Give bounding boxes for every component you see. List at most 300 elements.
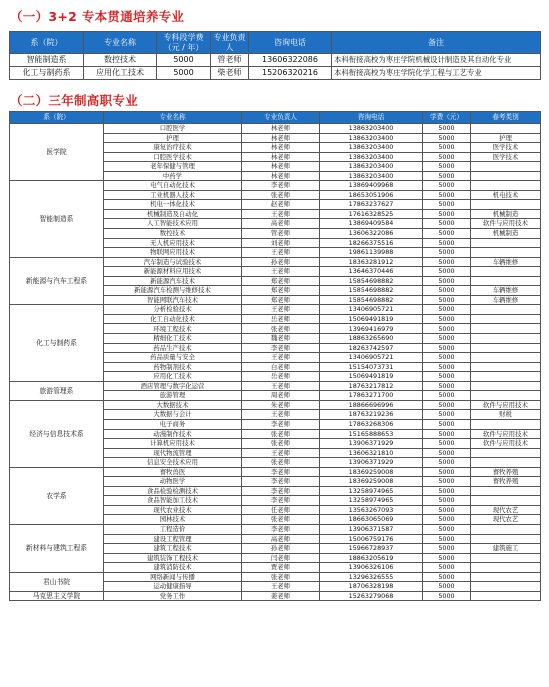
cell-tuition: 5000 (423, 515, 471, 525)
cell-tuition: 5000 (423, 486, 471, 496)
cell-leader: 孙老师 (242, 544, 320, 554)
cell-leader: 张老师 (242, 572, 320, 582)
cell-major: 工程造价 (104, 524, 242, 534)
cell-tuition: 5000 (423, 314, 471, 324)
cell-major: 工业机器人技术 (104, 190, 242, 200)
cell-phone: 13869409968 (320, 181, 423, 191)
cell-exam-category: 建筑施工 (471, 544, 541, 554)
cell-leader: 王老师 (242, 448, 320, 458)
cell-phone: 15006759176 (320, 534, 423, 544)
cell-leader: 朱老师 (242, 400, 320, 410)
cell-exam-category: 畜牧养殖 (471, 477, 541, 487)
cell-phone: 18866696996 (320, 400, 423, 410)
cell-phone: 18266375516 (320, 238, 423, 248)
cell-tuition: 5000 (423, 343, 471, 353)
cell-phone: 15206320216 (249, 67, 332, 80)
cell-tuition: 5000 (423, 439, 471, 449)
cell-phone: 17863271700 (320, 391, 423, 401)
cell-phone: 15165888653 (320, 429, 423, 439)
cell-tuition: 5000 (423, 477, 471, 487)
cell-exam-category (471, 362, 541, 372)
cell-phone: 13863203400 (320, 124, 423, 134)
cell-phone: 13906371929 (320, 439, 423, 449)
cell-tuition: 5000 (423, 295, 471, 305)
cell-tuition: 5000 (423, 429, 471, 439)
cell-major: 智能网联汽车技术 (104, 295, 242, 305)
cell-major: 康复治疗技术 (104, 143, 242, 153)
cell-exam-category (471, 591, 541, 601)
cell-phone: 13258974965 (320, 496, 423, 506)
cell-phone: 13646370446 (320, 267, 423, 277)
col-header-exam-category: 春考类别 (471, 112, 541, 124)
cell-exam-category: 财税 (471, 410, 541, 420)
cell-exam-category (471, 372, 541, 382)
cell-major: 现代物流管理 (104, 448, 242, 458)
cell-tuition: 5000 (423, 544, 471, 554)
cell-major: 畜牧兽医 (104, 467, 242, 477)
cell-major: 化工自动化技术 (104, 314, 242, 324)
cell-leader: 王老师 (242, 582, 320, 592)
cell-tuition: 5000 (423, 467, 471, 477)
cell-major: 旅游管理 (104, 391, 242, 401)
cell-leader: 林老师 (242, 152, 320, 162)
cell-major: 网络新闻与传播 (104, 572, 242, 582)
cell-phone: 17863237627 (320, 200, 423, 210)
cell-major: 电子商务 (104, 419, 242, 429)
cell-exam-category (471, 276, 541, 286)
cell-tuition: 5000 (423, 152, 471, 162)
cell-leader: 李老师 (242, 343, 320, 353)
cell-tuition: 5000 (423, 124, 471, 134)
table-row (10, 381, 541, 391)
cell-major: 老年保健与管理 (104, 162, 242, 172)
cell-leader: 张老师 (242, 429, 320, 439)
cell-exam-category (471, 324, 541, 334)
cell-phone: 18863265690 (320, 334, 423, 344)
table-header-row (10, 32, 541, 54)
cell-exam-category: 机械制造 (471, 229, 541, 239)
cell-exam-category: 机电技术 (471, 190, 541, 200)
cell-tuition: 5000 (423, 238, 471, 248)
cell-tuition: 5000 (423, 591, 471, 601)
cell-leader: 李老师 (242, 477, 320, 487)
cell-exam-category (471, 391, 541, 401)
cell-phone: 13606321810 (320, 448, 423, 458)
cell-exam-category: 软件与应用技术 (471, 400, 541, 410)
col-header-leader: 专业负责人 (211, 32, 249, 54)
cell-exam-category (471, 162, 541, 172)
cell-tuition: 5000 (423, 400, 471, 410)
cell-phone: 18706328198 (320, 582, 423, 592)
cell-major: 药品生产技术 (104, 343, 242, 353)
cell-phone: 18863205619 (320, 553, 423, 563)
cell-major: 新能源汽车技术 (104, 276, 242, 286)
cell-major: 数控技术 (104, 229, 242, 239)
table-row (10, 124, 541, 134)
cell-major: 现代农业技术 (104, 505, 242, 515)
cell-exam-category: 畜牧养殖 (471, 467, 541, 477)
cell-phone: 18653051906 (320, 190, 423, 200)
cell-exam-category (471, 448, 541, 458)
cell-leader: 管老师 (242, 229, 320, 239)
cell-major: 园林技术 (104, 515, 242, 525)
cell-exam-category (471, 486, 541, 496)
table-body (10, 124, 541, 601)
cell-exam-category (471, 496, 541, 506)
cell-major: 食品智能加工技术 (104, 496, 242, 506)
cell-major: 环境工程技术 (104, 324, 242, 334)
cell-tuition: 5000 (423, 582, 471, 592)
cell-leader: 林老师 (242, 124, 320, 134)
cell-major: 口腔医学 (104, 124, 242, 134)
col-header-major: 专业名称 (104, 112, 242, 124)
cell-major: 新能源汽车检测与维修技术 (104, 286, 242, 296)
cell-phone: 13906371587 (320, 524, 423, 534)
cell-major: 口腔医学技术 (104, 152, 242, 162)
col-header-note: 备注 (332, 32, 541, 54)
cell-tuition: 5000 (157, 67, 211, 80)
cell-leader: 赵老师 (242, 200, 320, 210)
cell-tuition: 5000 (423, 248, 471, 258)
cell-phone: 15069491819 (320, 314, 423, 324)
cell-major: 数控技术 (84, 54, 157, 67)
cell-tuition: 5000 (423, 505, 471, 515)
cell-tuition: 5000 (423, 563, 471, 573)
cell-phone: 13606322086 (320, 229, 423, 239)
cell-leader: 张老师 (242, 439, 320, 449)
cell-major: 精细化工技术 (104, 334, 242, 344)
cell-leader: 柴老师 (211, 67, 249, 80)
cell-leader: 王老师 (242, 305, 320, 315)
cell-exam-category (471, 572, 541, 582)
col-header-leader: 专业负责人 (242, 112, 320, 124)
cell-major: 食品检验检测技术 (104, 486, 242, 496)
cell-major: 建筑装饰工程技术 (104, 553, 242, 563)
cell-leader: 林老师 (242, 143, 320, 153)
cell-leader: 姜老师 (242, 591, 320, 601)
cell-exam-category (471, 534, 541, 544)
cell-major: 酒店管理与数字化运营 (104, 381, 242, 391)
cell-leader: 岳老师 (242, 372, 320, 382)
cell-exam-category (471, 343, 541, 353)
cell-major: 建设工程管理 (104, 534, 242, 544)
cell-major: 物联网应用技术 (104, 248, 242, 258)
cell-exam-category: 现代农艺 (471, 515, 541, 525)
cell-tuition: 5000 (423, 133, 471, 143)
cell-phone: 13406905721 (320, 353, 423, 363)
cell-tuition: 5000 (423, 286, 471, 296)
cell-department: 旅游管理系 (10, 381, 104, 400)
cell-major: 计算机应用技术 (104, 439, 242, 449)
cell-leader: 白老师 (242, 362, 320, 372)
cell-phone: 17863268306 (320, 419, 423, 429)
cell-phone: 13906371929 (320, 458, 423, 468)
cell-exam-category (471, 553, 541, 563)
cell-leader: 王老师 (242, 353, 320, 363)
cell-leader: 王老师 (242, 381, 320, 391)
cell-leader: 张老师 (242, 190, 320, 200)
cell-phone: 19861139988 (320, 248, 423, 258)
cell-leader: 林老师 (242, 171, 320, 181)
cell-phone: 18763217812 (320, 381, 423, 391)
col-header-tuition: 学费（元） (423, 112, 471, 124)
cell-exam-category (471, 524, 541, 534)
section-2-title: （二）三年制高职专业 (10, 93, 139, 108)
cell-major: 无人机应用技术 (104, 238, 242, 248)
cell-leader: 高老师 (242, 219, 320, 229)
col-header-tuition: 专科段学费（元 / 年） (157, 32, 211, 54)
cell-major: 动漫制作技术 (104, 429, 242, 439)
table-row (10, 400, 541, 410)
cell-major: 运动健康指导 (104, 582, 242, 592)
table-row (10, 591, 541, 601)
cell-tuition: 5000 (423, 534, 471, 544)
cell-tuition: 5000 (423, 200, 471, 210)
cell-exam-category (471, 419, 541, 429)
cell-leader: 岳老师 (242, 314, 320, 324)
cell-tuition: 5000 (423, 181, 471, 191)
cell-tuition: 5000 (423, 353, 471, 363)
cell-major: 护理 (104, 133, 242, 143)
cell-leader: 周老师 (242, 391, 320, 401)
cell-major: 建筑工程技术 (104, 544, 242, 554)
cell-exam-category: 软件与应用技术 (471, 429, 541, 439)
cell-tuition: 5000 (423, 229, 471, 239)
table-header-row (10, 112, 541, 124)
cell-major: 应用化工技术 (104, 372, 242, 382)
specialty-table-3year (9, 111, 541, 601)
col-header-phone: 咨询电话 (249, 32, 332, 54)
cell-exam-category: 车辆维修 (471, 257, 541, 267)
cell-exam-category (471, 171, 541, 181)
cell-exam-category (471, 305, 541, 315)
cell-department: 智能制造系 (10, 181, 104, 257)
cell-leader: 刘老师 (242, 238, 320, 248)
cell-major: 大数据与会计 (104, 410, 242, 420)
cell-major: 机电一体化技术 (104, 200, 242, 210)
cell-leader: 魏老师 (242, 334, 320, 344)
table-row (10, 467, 541, 477)
table-row (10, 524, 541, 534)
cell-tuition: 5000 (423, 219, 471, 229)
cell-exam-category (471, 334, 541, 344)
cell-phone: 15854698882 (320, 276, 423, 286)
cell-phone: 18663065069 (320, 515, 423, 525)
cell-phone: 13863203400 (320, 162, 423, 172)
cell-phone: 18369259008 (320, 477, 423, 487)
cell-exam-category: 车辆维修 (471, 286, 541, 296)
cell-tuition: 5000 (157, 54, 211, 67)
cell-leader: 高老师 (242, 534, 320, 544)
cell-exam-category: 软件与应用技术 (471, 439, 541, 449)
cell-tuition: 5000 (423, 305, 471, 315)
cell-exam-category (471, 563, 541, 573)
cell-major: 药物制剂技术 (104, 362, 242, 372)
cell-exam-category (471, 238, 541, 248)
cell-major: 机械制造及自动化 (104, 209, 242, 219)
cell-department: 马克思主义学院 (10, 591, 104, 601)
cell-phone: 15854698882 (320, 286, 423, 296)
cell-phone: 15069491819 (320, 372, 423, 382)
cell-exam-category (471, 124, 541, 134)
cell-phone: 17616328525 (320, 209, 423, 219)
cell-exam-category: 医学技术 (471, 143, 541, 153)
cell-leader: 任老师 (242, 505, 320, 515)
cell-note: 本科衔接高校为枣庄学院机械设计制造及其自动化专业 (332, 54, 541, 67)
cell-leader: 李老师 (242, 467, 320, 477)
cell-tuition: 5000 (423, 324, 471, 334)
cell-exam-category (471, 267, 541, 277)
cell-department: 新材料与建筑工程系 (10, 524, 104, 572)
cell-major: 建筑消防技术 (104, 563, 242, 573)
cell-major: 新能源材料应用技术 (104, 267, 242, 277)
table-row (10, 572, 541, 582)
cell-leader: 郑老师 (242, 295, 320, 305)
cell-leader: 贾老师 (242, 563, 320, 573)
cell-tuition: 5000 (423, 267, 471, 277)
table-row (10, 181, 541, 191)
cell-major: 动物医学 (104, 477, 242, 487)
cell-exam-category: 护理 (471, 133, 541, 143)
col-header-department: 系（院） (10, 112, 104, 124)
cell-phone: 13863203400 (320, 152, 423, 162)
col-header-major: 专业名称 (84, 32, 157, 54)
cell-leader: 张老师 (242, 324, 320, 334)
cell-phone: 18763219236 (320, 410, 423, 420)
cell-department: 医学院 (10, 124, 104, 181)
cell-phone: 15966728937 (320, 544, 423, 554)
cell-department: 君山书院 (10, 572, 104, 591)
col-header-department: 系（院） (10, 32, 84, 54)
cell-leader: 郑老师 (242, 276, 320, 286)
cell-tuition: 5000 (423, 391, 471, 401)
cell-leader: 王老师 (242, 267, 320, 277)
cell-phone: 13863203400 (320, 171, 423, 181)
table-row (10, 67, 541, 80)
cell-leader: 管老师 (211, 54, 249, 67)
cell-exam-category (471, 458, 541, 468)
cell-major: 中药学 (104, 171, 242, 181)
cell-phone: 13606322086 (249, 54, 332, 67)
cell-exam-category (471, 353, 541, 363)
cell-department: 新能源与汽车工程系 (10, 257, 104, 305)
cell-exam-category (471, 248, 541, 258)
cell-phone: 15263279068 (320, 591, 423, 601)
cell-tuition: 5000 (423, 553, 471, 563)
cell-tuition: 5000 (423, 334, 471, 344)
cell-phone: 15854698882 (320, 295, 423, 305)
cell-leader: 李老师 (242, 496, 320, 506)
cell-department: 农学系 (10, 467, 104, 524)
cell-leader: 李老师 (242, 181, 320, 191)
cell-exam-category (471, 314, 541, 324)
table-row (10, 305, 541, 315)
cell-major: 分析检验技术 (104, 305, 242, 315)
cell-major: 党务工作 (104, 591, 242, 601)
cell-exam-category (471, 200, 541, 210)
cell-phone: 13969416979 (320, 324, 423, 334)
cell-major: 电气自动化技术 (104, 181, 242, 191)
cell-major: 汽车制造与试验技术 (104, 257, 242, 267)
cell-major: 药品质量与安全 (104, 353, 242, 363)
cell-phone: 18363281912 (320, 257, 423, 267)
cell-tuition: 5000 (423, 209, 471, 219)
cell-leader: 闫老师 (242, 553, 320, 563)
col-header-phone: 咨询电话 (320, 112, 423, 124)
cell-tuition: 5000 (423, 362, 471, 372)
cell-exam-category: 现代农艺 (471, 505, 541, 515)
cell-leader: 王老师 (242, 248, 320, 258)
cell-exam-category: 软件与应用技术 (471, 219, 541, 229)
cell-phone: 18263742597 (320, 343, 423, 353)
cell-leader: 林老师 (242, 133, 320, 143)
cell-leader: 王老师 (242, 209, 320, 219)
cell-phone: 15154073731 (320, 362, 423, 372)
cell-tuition: 5000 (423, 143, 471, 153)
cell-major: 大数据技术 (104, 400, 242, 410)
cell-department: 智能制造系 (10, 54, 84, 67)
cell-phone: 13863203400 (320, 133, 423, 143)
cell-leader: 李老师 (242, 419, 320, 429)
cell-note: 本科衔接高校为枣庄学院化学工程与工艺专业 (332, 67, 541, 80)
cell-tuition: 5000 (423, 190, 471, 200)
cell-tuition: 5000 (423, 162, 471, 172)
cell-tuition: 5000 (423, 458, 471, 468)
cell-department: 化工与制药系 (10, 305, 104, 381)
cell-exam-category (471, 381, 541, 391)
cell-exam-category: 机械制造 (471, 209, 541, 219)
cell-phone: 13296326555 (320, 572, 423, 582)
cell-tuition: 5000 (423, 381, 471, 391)
cell-leader: 李老师 (242, 524, 320, 534)
cell-phone: 18369259008 (320, 467, 423, 477)
cell-exam-category: 医学技术 (471, 152, 541, 162)
cell-tuition: 5000 (423, 410, 471, 420)
cell-phone: 13406905721 (320, 305, 423, 315)
cell-exam-category: 车辆维修 (471, 295, 541, 305)
cell-leader: 郑老师 (242, 286, 320, 296)
cell-tuition: 5000 (423, 496, 471, 506)
cell-phone: 13563267093 (320, 505, 423, 515)
cell-exam-category (471, 582, 541, 592)
cell-department: 化工与制药系 (10, 67, 84, 80)
cell-leader: 张老师 (242, 515, 320, 525)
cell-tuition: 5000 (423, 524, 471, 534)
cell-tuition: 5000 (423, 171, 471, 181)
cell-tuition: 5000 (423, 419, 471, 429)
cell-phone: 13863203400 (320, 143, 423, 153)
cell-leader: 林老师 (242, 162, 320, 172)
cell-leader: 王老师 (242, 410, 320, 420)
cell-tuition: 5000 (423, 448, 471, 458)
table-row (10, 54, 541, 67)
section-1-title: （一）3+2 专本贯通培养专业 (10, 9, 185, 24)
cell-department: 经济与信息技术系 (10, 400, 104, 467)
cell-tuition: 5000 (423, 257, 471, 267)
cell-phone: 13906326106 (320, 563, 423, 573)
specialty-table-3plus2 (9, 31, 541, 80)
cell-exam-category (471, 181, 541, 191)
cell-phone: 13258974965 (320, 486, 423, 496)
cell-leader: 李老师 (242, 486, 320, 496)
table-row (10, 257, 541, 267)
cell-tuition: 5000 (423, 372, 471, 382)
cell-tuition: 5000 (423, 276, 471, 286)
cell-major: 人工智能技术应用 (104, 219, 242, 229)
cell-leader: 张老师 (242, 458, 320, 468)
cell-major: 应用化工技术 (84, 67, 157, 80)
cell-leader: 孙老师 (242, 257, 320, 267)
